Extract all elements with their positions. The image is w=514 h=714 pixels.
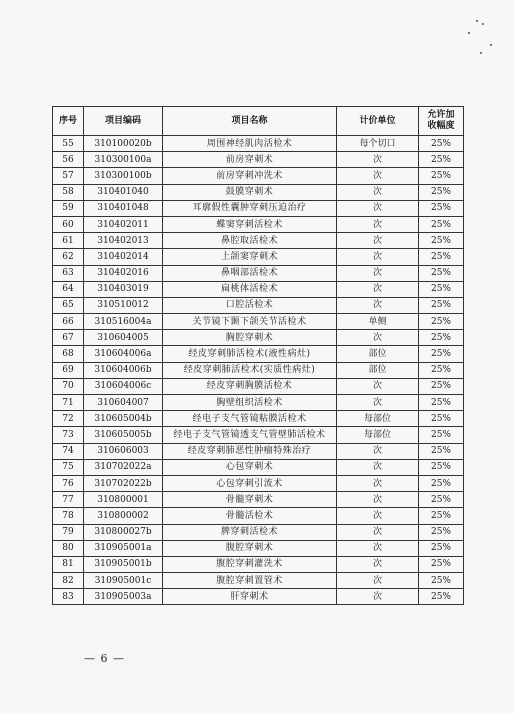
cell-code: 310401048 <box>84 200 163 216</box>
cell-code: 310905001b <box>84 556 163 572</box>
cell-seq: 62 <box>53 249 84 265</box>
cell-name: 扁桃体活检术 <box>163 281 337 297</box>
cell-seq: 78 <box>53 508 84 524</box>
cell-unit: 次 <box>337 152 419 168</box>
cell-unit: 次 <box>337 524 419 540</box>
table-row <box>53 330 464 346</box>
cell-unit: 次 <box>337 216 419 232</box>
scan-specks <box>466 18 496 62</box>
header-rate <box>419 107 464 136</box>
cell-code: 310905001c <box>84 573 163 589</box>
table-row <box>53 297 464 313</box>
cell-name: 肝穿刺术 <box>163 589 337 605</box>
cell-seq: 64 <box>53 281 84 297</box>
cell-seq: 72 <box>53 411 84 427</box>
cell-code: 310403019 <box>84 281 163 297</box>
header-unit: 计价单位 <box>337 107 419 136</box>
cell-code: 310402013 <box>84 233 163 249</box>
cell-code: 310604006c <box>84 378 163 394</box>
cell-rate: 25% <box>419 346 464 362</box>
cell-code: 310516004a <box>84 314 163 330</box>
cell-unit: 次 <box>337 168 419 184</box>
cell-rate: 25% <box>419 443 464 459</box>
table-row <box>53 540 464 556</box>
table-row <box>53 556 464 572</box>
table-row <box>53 508 464 524</box>
cell-name: 脾穿刺活检术 <box>163 524 337 540</box>
cell-code: 310402014 <box>84 249 163 265</box>
cell-unit: 次 <box>337 378 419 394</box>
header-seq: 序号 <box>53 107 84 136</box>
table-row <box>53 589 464 605</box>
cell-rate: 25% <box>419 281 464 297</box>
cell-unit: 每部位 <box>337 411 419 427</box>
table-row <box>53 573 464 589</box>
cell-rate: 25% <box>419 362 464 378</box>
cell-code: 310510012 <box>84 297 163 313</box>
table-row <box>53 475 464 491</box>
cell-seq: 83 <box>53 589 84 605</box>
cell-unit: 次 <box>337 443 419 459</box>
table-row <box>53 411 464 427</box>
table-row <box>53 362 464 378</box>
cell-seq: 74 <box>53 443 84 459</box>
cell-seq: 81 <box>53 556 84 572</box>
cell-rate: 25% <box>419 265 464 281</box>
cell-unit: 每个切口 <box>337 136 419 152</box>
cell-code: 310604006a <box>84 346 163 362</box>
cell-unit: 部位 <box>337 362 419 378</box>
cell-code: 310402016 <box>84 265 163 281</box>
cell-seq: 67 <box>53 330 84 346</box>
cell-name: 骨髓活检术 <box>163 508 337 524</box>
cell-name: 耳廓假性囊肿穿刺压迫治疗 <box>163 200 337 216</box>
header-rate-line2: 收幅度 <box>427 121 455 131</box>
cell-code: 310905003a <box>84 589 163 605</box>
cell-rate: 25% <box>419 152 464 168</box>
cell-rate: 25% <box>419 573 464 589</box>
cell-rate: 25% <box>419 378 464 394</box>
table-header-row <box>53 107 464 136</box>
cell-name: 前房穿刺冲洗术 <box>163 168 337 184</box>
cell-seq: 70 <box>53 378 84 394</box>
cell-unit: 次 <box>337 265 419 281</box>
cell-unit: 次 <box>337 184 419 200</box>
cell-seq: 58 <box>53 184 84 200</box>
cell-name: 经皮穿刺肺活检术(实质性病灶) <box>163 362 337 378</box>
fee-item-table <box>52 106 464 605</box>
table-row <box>53 216 464 232</box>
cell-seq: 68 <box>53 346 84 362</box>
cell-seq: 82 <box>53 573 84 589</box>
cell-seq: 56 <box>53 152 84 168</box>
table-row <box>53 200 464 216</box>
cell-name: 腹腔穿刺置管术 <box>163 573 337 589</box>
cell-seq: 80 <box>53 540 84 556</box>
cell-unit: 次 <box>337 508 419 524</box>
cell-code: 310300100b <box>84 168 163 184</box>
table-row <box>53 136 464 152</box>
table-row <box>53 346 464 362</box>
table-row <box>53 524 464 540</box>
table-row <box>53 459 464 475</box>
cell-name: 胸壁组织活检术 <box>163 395 337 411</box>
cell-unit: 次 <box>337 200 419 216</box>
cell-code: 310401040 <box>84 184 163 200</box>
cell-code: 310604007 <box>84 395 163 411</box>
table-row <box>53 314 464 330</box>
cell-seq: 77 <box>53 492 84 508</box>
speck <box>468 32 470 34</box>
cell-name: 关节镜下颞下颌关节活检术 <box>163 314 337 330</box>
cell-unit: 次 <box>337 330 419 346</box>
cell-rate: 25% <box>419 249 464 265</box>
table-row <box>53 492 464 508</box>
table-row <box>53 168 464 184</box>
cell-seq: 63 <box>53 265 84 281</box>
cell-rate: 25% <box>419 200 464 216</box>
cell-name: 经皮穿刺肺活检术(液性病灶) <box>163 346 337 362</box>
speck <box>490 44 492 46</box>
cell-name: 鼻咽部活检术 <box>163 265 337 281</box>
cell-rate: 25% <box>419 475 464 491</box>
table-row <box>53 378 464 394</box>
cell-name: 腹腔穿刺灌洗术 <box>163 556 337 572</box>
cell-unit: 次 <box>337 492 419 508</box>
cell-unit: 次 <box>337 281 419 297</box>
cell-rate: 25% <box>419 216 464 232</box>
cell-rate: 25% <box>419 233 464 249</box>
cell-unit: 次 <box>337 589 419 605</box>
cell-unit: 每部位 <box>337 427 419 443</box>
cell-name: 鼓膜穿刺术 <box>163 184 337 200</box>
table-row <box>53 443 464 459</box>
cell-name: 心包穿刺引流术 <box>163 475 337 491</box>
cell-code: 310905001a <box>84 540 163 556</box>
cell-name: 口腔活检术 <box>163 297 337 313</box>
cell-unit: 次 <box>337 395 419 411</box>
table-row <box>53 233 464 249</box>
cell-unit: 次 <box>337 297 419 313</box>
cell-rate: 25% <box>419 395 464 411</box>
cell-name: 经皮穿刺胸膜活检术 <box>163 378 337 394</box>
table-row <box>53 184 464 200</box>
table-row <box>53 152 464 168</box>
cell-unit: 次 <box>337 540 419 556</box>
cell-rate: 25% <box>419 314 464 330</box>
cell-rate: 25% <box>419 330 464 346</box>
cell-rate: 25% <box>419 492 464 508</box>
table-row <box>53 427 464 443</box>
cell-seq: 59 <box>53 200 84 216</box>
cell-rate: 25% <box>419 589 464 605</box>
cell-rate: 25% <box>419 508 464 524</box>
cell-code: 310800002 <box>84 508 163 524</box>
cell-unit: 单侧 <box>337 314 419 330</box>
cell-code: 310800027b <box>84 524 163 540</box>
header-rate-line1: 允许加 <box>427 110 455 120</box>
table-row <box>53 265 464 281</box>
cell-seq: 73 <box>53 427 84 443</box>
cell-rate: 25% <box>419 459 464 475</box>
cell-name: 经皮穿刺肺恶性肿瘤特殊治疗 <box>163 443 337 459</box>
cell-code: 310604005 <box>84 330 163 346</box>
cell-rate: 25% <box>419 297 464 313</box>
cell-rate: 25% <box>419 411 464 427</box>
cell-code: 310702022a <box>84 459 163 475</box>
cell-rate: 25% <box>419 136 464 152</box>
cell-code: 310702022b <box>84 475 163 491</box>
cell-code: 310605005b <box>84 427 163 443</box>
cell-seq: 75 <box>53 459 84 475</box>
cell-name: 上颌窦穿刺术 <box>163 249 337 265</box>
cell-unit: 次 <box>337 573 419 589</box>
cell-seq: 57 <box>53 168 84 184</box>
cell-code: 310800001 <box>84 492 163 508</box>
table-row <box>53 395 464 411</box>
cell-seq: 71 <box>53 395 84 411</box>
cell-seq: 65 <box>53 297 84 313</box>
cell-unit: 次 <box>337 459 419 475</box>
cell-rate: 25% <box>419 168 464 184</box>
cell-seq: 79 <box>53 524 84 540</box>
cell-code: 310300100a <box>84 152 163 168</box>
table-body <box>53 136 464 605</box>
cell-unit: 次 <box>337 556 419 572</box>
cell-rate: 25% <box>419 524 464 540</box>
cell-unit: 次 <box>337 233 419 249</box>
cell-code: 310100020b <box>84 136 163 152</box>
cell-seq: 60 <box>53 216 84 232</box>
cell-name: 前房穿刺术 <box>163 152 337 168</box>
cell-name: 蝶窦穿刺活检术 <box>163 216 337 232</box>
cell-seq: 69 <box>53 362 84 378</box>
header-name: 项目名称 <box>163 107 337 136</box>
table-row <box>53 281 464 297</box>
speck <box>480 52 482 54</box>
cell-unit: 部位 <box>337 346 419 362</box>
cell-seq: 55 <box>53 136 84 152</box>
table-row <box>53 249 464 265</box>
cell-seq: 76 <box>53 475 84 491</box>
speck <box>476 20 478 22</box>
cell-unit: 次 <box>337 249 419 265</box>
cell-name: 鼻腔取活检术 <box>163 233 337 249</box>
cell-name: 胸腔穿刺术 <box>163 330 337 346</box>
cell-code: 310605004b <box>84 411 163 427</box>
header-code: 项目编码 <box>84 107 163 136</box>
cell-seq: 61 <box>53 233 84 249</box>
speck <box>482 23 484 25</box>
cell-name: 腹腔穿刺术 <box>163 540 337 556</box>
page-number: — 6 — <box>84 652 125 665</box>
cell-rate: 25% <box>419 556 464 572</box>
cell-rate: 25% <box>419 427 464 443</box>
cell-name: 心包穿刺术 <box>163 459 337 475</box>
cell-unit: 次 <box>337 475 419 491</box>
cell-code: 310402011 <box>84 216 163 232</box>
cell-code: 310606003 <box>84 443 163 459</box>
cell-name: 周围神经肌肉活检术 <box>163 136 337 152</box>
cell-name: 经电子支气管镜粘膜活检术 <box>163 411 337 427</box>
cell-code: 310604006b <box>84 362 163 378</box>
cell-seq: 66 <box>53 314 84 330</box>
cell-rate: 25% <box>419 540 464 556</box>
cell-name: 经电子支气管镜透支气管壁肺活检术 <box>163 427 337 443</box>
cell-name: 骨髓穿刺术 <box>163 492 337 508</box>
cell-rate: 25% <box>419 184 464 200</box>
